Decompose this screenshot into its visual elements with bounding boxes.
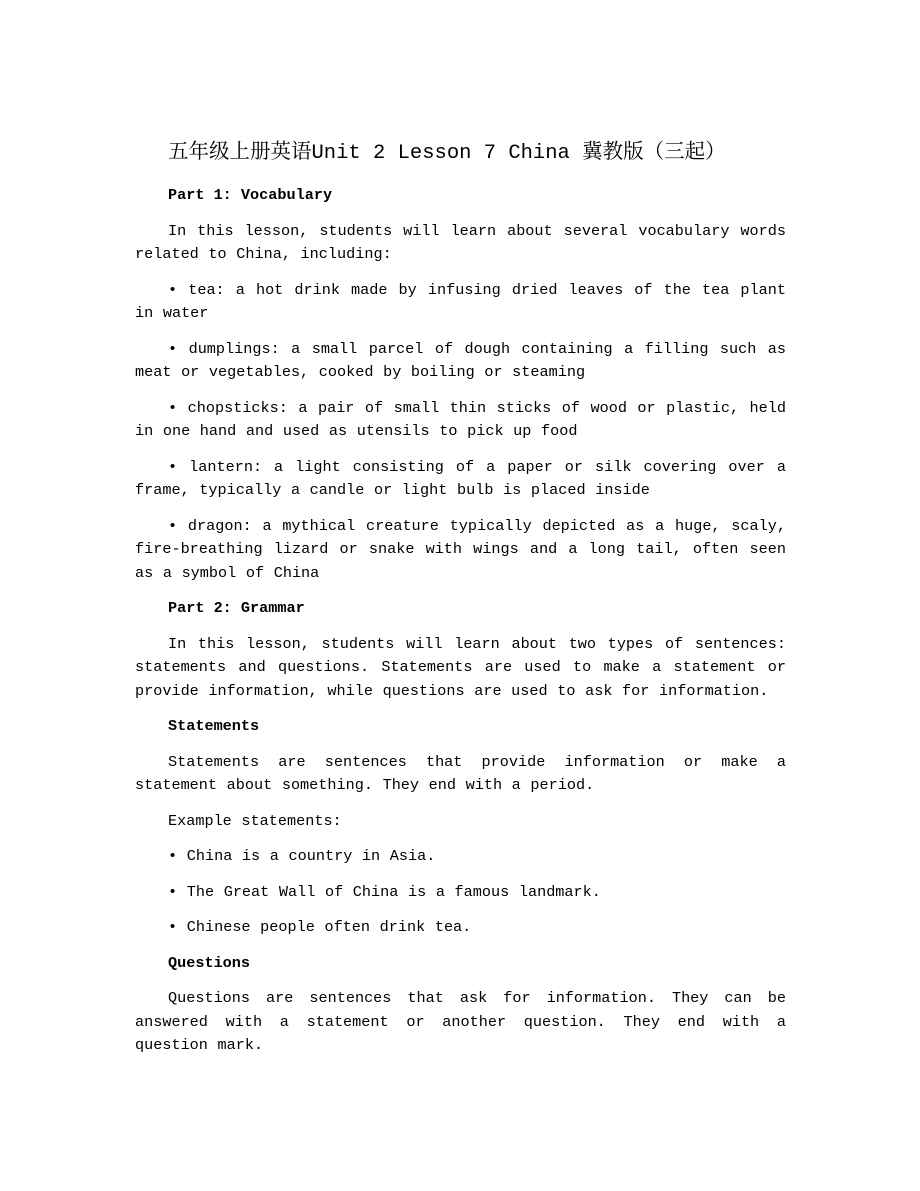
spacer — [135, 975, 786, 987]
example-statement-text: China is a country in Asia. — [186, 847, 436, 865]
part1-intro-paragraph: In this lesson, students will learn about several vocabulary words related to China, including: — [135, 221, 786, 263]
statements-description-paragraph: Statements are sentences that provide information or make a statement about something. They end with a period. — [135, 752, 786, 794]
list-item — [135, 397, 786, 444]
bullet-point-icon: • — [168, 398, 178, 417]
list-item — [135, 279, 786, 326]
spacer — [135, 444, 786, 456]
spacer — [135, 739, 786, 751]
list-item — [135, 881, 786, 905]
questions-description-paragraph: Questions are sentences that ask for information. They can be answered with a statement or another question. They end with a question mark. — [135, 989, 786, 1054]
spacer — [135, 385, 786, 397]
spacer — [135, 798, 786, 810]
spacer — [135, 503, 786, 515]
vocabulary-item-text: lantern: a light consisting of a paper or silk covering over a frame, typically a candle or light bulb is placed inside — [135, 457, 786, 499]
bullet-point-icon: • — [168, 339, 178, 358]
spacer — [135, 833, 786, 845]
bullet-point-icon: • — [168, 847, 178, 865]
spacer — [135, 703, 786, 715]
example-statement-text: The Great Wall of China is a famous landmark. — [186, 882, 601, 901]
bullet-point-icon: • — [168, 280, 178, 299]
subsection-heading-statements: Statements — [168, 717, 260, 735]
vocabulary-item-text: chopsticks: a pair of small thin sticks of wood or plastic, held in one hand and used as utensils to pick up food — [135, 398, 787, 440]
example-statement-text: Chinese people often drink tea. — [186, 918, 472, 936]
spacer — [135, 940, 786, 952]
list-item — [135, 338, 786, 385]
list-item — [135, 515, 786, 586]
vocabulary-item-text: tea: a hot drink made by infusing dried leaves of the tea plant in water — [135, 280, 786, 322]
part2-intro-paragraph: In this lesson, students will learn about two types of sentences: statements and questions. Statements are used to make a statement or provide information, while questions are used to ask for information. — [135, 634, 786, 700]
document-body — [135, 139, 786, 1058]
spacer — [135, 904, 786, 916]
list-item — [135, 845, 786, 869]
spacer — [135, 267, 786, 279]
spacer — [135, 585, 786, 597]
page-title: 五年级上册英语Unit 2 Lesson 7 China 冀教版（三起） — [168, 142, 726, 165]
spacer — [135, 208, 786, 220]
spacer — [135, 621, 786, 633]
bullet-point-icon: • — [168, 516, 178, 535]
example-statements-label: Example statements: — [168, 811, 342, 830]
list-item — [135, 456, 786, 503]
vocabulary-item-text: dragon: a mythical creature typically depicted as a huge, scaly, fire-breathing lizard or snake with wings and a long tail, often seen as a symbol of China — [135, 516, 786, 582]
bullet-point-icon: • — [168, 882, 178, 901]
vocabulary-item-text: dumplings: a small parcel of dough containing a filling such as meat or vegetables, cooked by boiling or steaming — [135, 339, 786, 381]
subsection-heading-questions: Questions — [168, 953, 251, 972]
spacer — [135, 869, 786, 881]
section-heading-part1: Part 1: Vocabulary — [168, 186, 333, 204]
list-item — [135, 916, 786, 940]
bullet-point-icon: • — [168, 457, 178, 476]
spacer — [135, 326, 786, 338]
spacer — [135, 175, 786, 184]
section-heading-part2: Part 2: Grammar — [168, 599, 305, 617]
bullet-point-icon: • — [168, 918, 178, 936]
